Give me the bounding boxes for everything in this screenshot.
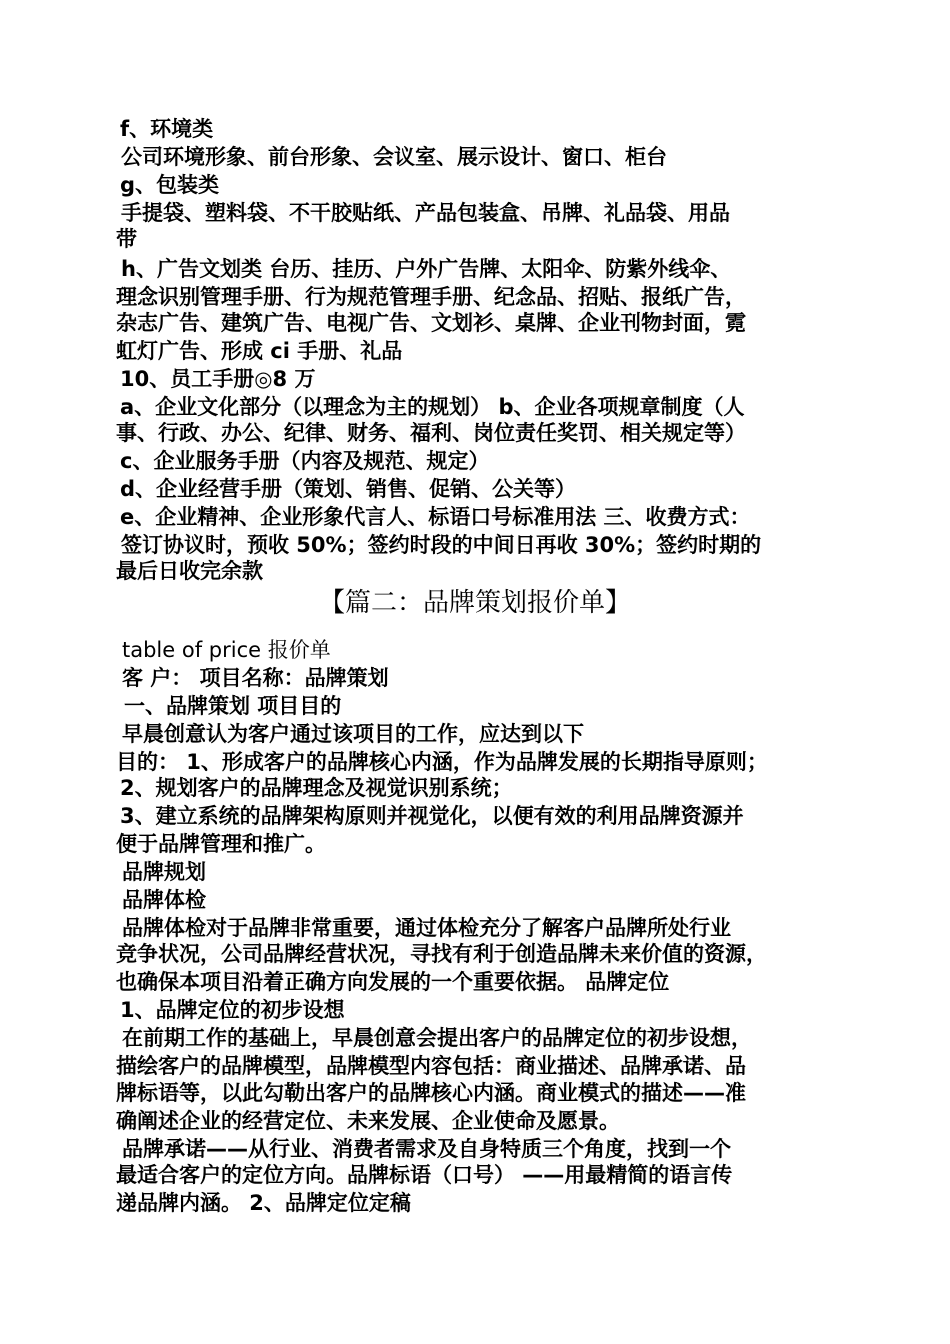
text-line: 品牌承诺——从行业、消费者需求及自身特质三个角度，找到一个 [122,1137,731,1161]
text-line: 事、行政、办公、纪律、财务、福利、岗位责任奖罚、相关规定等） [116,421,746,445]
text-line: 描绘客户的品牌模型，品牌模型内容包括：商业描述、品牌承诺、品 [116,1054,746,1078]
text-line: 10、员工手册◎8 万 [120,367,316,391]
text-line: 2、规划客户的品牌理念及视觉识别系统； [120,776,513,800]
text-line: 最后日收完余款 [116,559,263,583]
text-line: 牌标语等，以此勾勒出客户的品牌核心内涵。商业模式的描述——准 [116,1081,746,1105]
text-line: table of price 报价单 [122,638,331,662]
text-line: 品牌体检对于品牌非常重要，通过体检充分了解客户品牌所处行业 [122,916,731,940]
text-line: 在前期工作的基础上，早晨创意会提出客户的品牌定位的初步设想， [122,1026,752,1050]
text-line: 虹灯广告、形成 ci 手册、礼品 [116,339,403,363]
text-line: 早晨创意认为客户通过该项目的工作，应达到以下 [122,722,584,746]
text-line: 客 户： 项目名称：品牌策划 [122,666,389,690]
text-line: 3、建立系统的品牌架构原则并视觉化，以便有效的利用品牌资源并 [120,804,744,828]
text-line: 签订协议时，预收 50%；签约时段的中间日再收 30%；签约时期的 [121,533,762,557]
text-line: e、企业精神、企业形象代言人、标语口号标准用法 三、收费方式： [120,505,751,529]
text-line: 递品牌内涵。 2、品牌定位定稿 [116,1191,411,1215]
section-heading: 【篇二：品牌策划报价单】 [318,588,631,618]
text-line: 带 [116,227,137,251]
text-line: h、广告文划类 台历、挂历、户外广告牌、太阳伞、防紫外线伞、 [121,257,732,281]
text-line: 手提袋、塑料袋、不干胶贴纸、产品包装盒、吊牌、礼品袋、用品 [121,201,730,225]
text-line: 便于品牌管理和推广。 [116,832,326,856]
text-line: g、包装类 [120,173,220,197]
text-line: 品牌体检 [122,888,206,912]
text-line: 最适合客户的定位方向。品牌标语（口号） ——用最精简的语言传 [116,1163,733,1187]
text-line: 竞争状况，公司品牌经营状况，寻找有利于创造品牌未来价值的资源， [116,942,767,966]
text-line: 目的： 1、形成客户的品牌核心内涵，作为品牌发展的长期指导原则； [116,750,768,774]
text-line: 杂志广告、建筑广告、电视广告、文划衫、桌牌、企业刊物封面，霓 [116,311,746,335]
text-line: d、企业经营手册（策划、销售、促销、公关等） [120,477,577,501]
text-line: 公司环境形象、前台形象、会议室、展示设计、窗口、柜台 [121,145,667,169]
text-line: 品牌规划 [122,860,206,884]
text-line: 1、品牌定位的初步设想 [120,998,345,1022]
text-line: 确阐述企业的经营定位、未来发展、企业使命及愿景。 [116,1109,620,1133]
text-line: 理念识别管理手册、行为规范管理手册、纪念品、招贴、报纸广告， [116,285,746,309]
text-line: 也确保本项目沿着正确方向发展的一个重要依据。 品牌定位 [116,970,670,994]
text-line: f、环境类 [120,117,214,141]
text-line: c、企业服务手册（内容及规范、规定） [120,449,490,473]
text-line: 一、品牌策划 项目目的 [124,694,342,718]
text-line: a、企业文化部分（以理念为主的规划） b、企业各项规章制度（人 [120,395,745,419]
